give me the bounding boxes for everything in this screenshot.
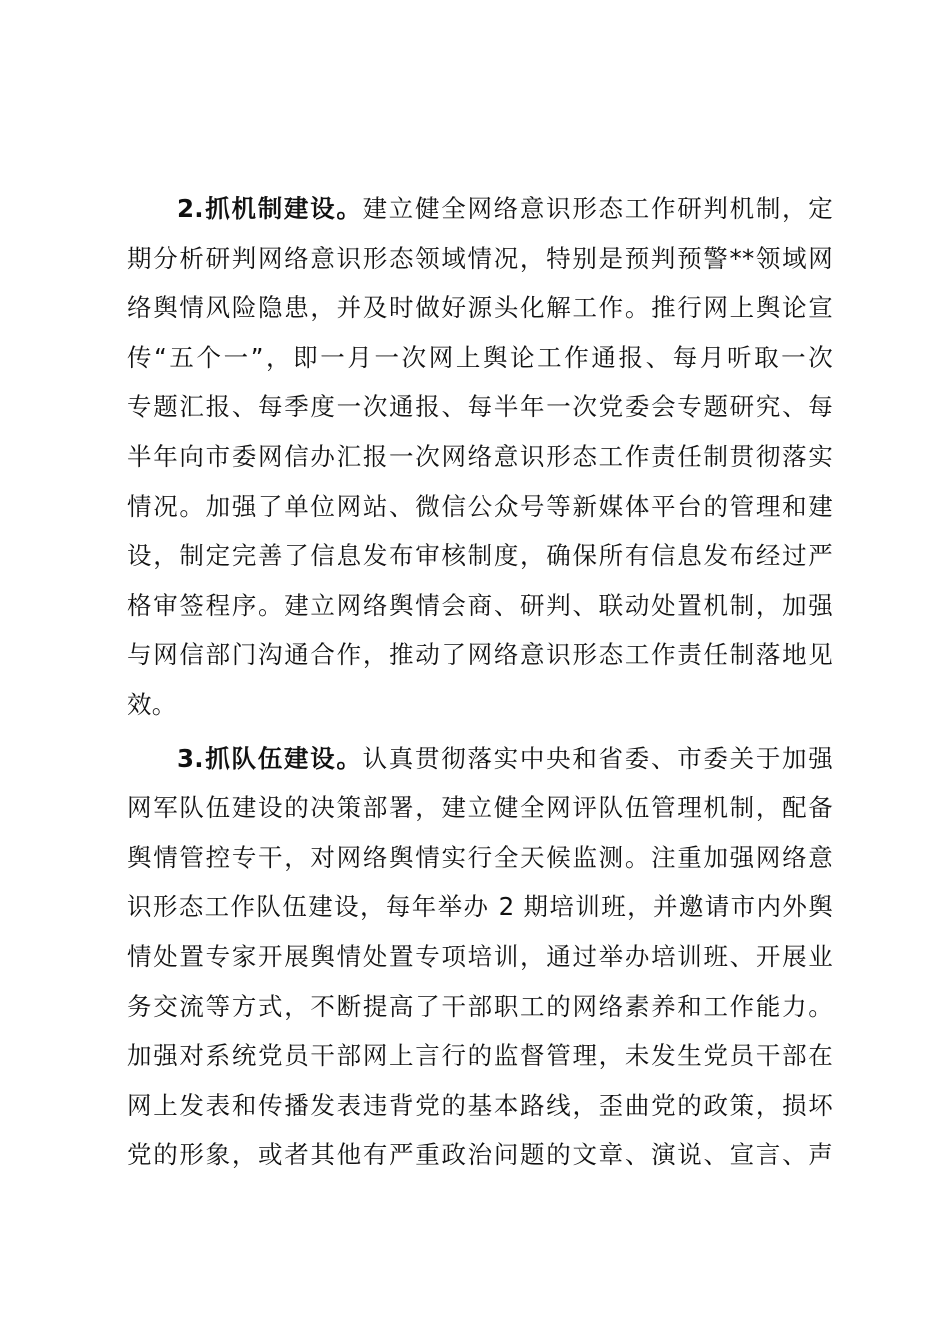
paragraph-line: 与网信部门沟通合作，推动了网络意识形态工作责任制落地见 bbox=[127, 640, 833, 670]
paragraph-line bbox=[127, 184, 833, 234]
paragraph-line: 半年向市委网信办汇报一次网络意识形态工作责任制贯彻落实 bbox=[127, 441, 833, 471]
paragraph-line: 专题汇报、每季度一次通报、每半年一次党委会专题研究、每 bbox=[127, 392, 833, 422]
section-heading: 2.抓机制建设。 bbox=[177, 194, 363, 223]
paragraph-line: 网军队伍建设的决策部署，建立健全网评队伍管理机制，配备 bbox=[127, 793, 833, 823]
paragraph-line: 情况。加强了单位网站、微信公众号等新媒体平台的管理和建 bbox=[127, 491, 833, 521]
paragraph-line: 期分析研判网络意识形态领域情况，特别是预判预警**领域网 bbox=[127, 243, 833, 273]
paragraph-text: 建立健全网络意识形态工作研判机制，定 bbox=[362, 194, 833, 223]
paragraph-line: 务交流等方式，不断提高了干部职工的网络素养和工作能力。 bbox=[127, 991, 833, 1021]
paragraph-line: 络舆情风险隐患，并及时做好源头化解工作。推行网上舆论宣 bbox=[127, 293, 833, 323]
section-heading: 3.抓队伍建设。 bbox=[177, 743, 363, 773]
paragraph-line: 设，制定完善了信息发布审核制度，确保所有信息发布经过严 bbox=[127, 541, 833, 571]
document-body bbox=[127, 184, 833, 1180]
paragraph-line: 效。 bbox=[127, 689, 177, 719]
paragraph-line: 格审签程序。建立网络舆情会商、研判、联动处置机制，加强 bbox=[127, 590, 833, 620]
paragraph-line bbox=[127, 734, 833, 784]
paragraph-line: 情处置专家开展舆情处置专项培训，通过举办培训班、开展业 bbox=[127, 941, 833, 971]
paragraph-line: 传“五个一”，即一月一次网上舆论工作通报、每月听取一次 bbox=[127, 342, 833, 372]
paragraph-line: 加强对系统党员干部网上言行的监督管理，未发生党员干部在 bbox=[127, 1041, 833, 1071]
paragraph-line: 舆情管控专干，对网络舆情实行全天候监测。注重加强网络意 bbox=[127, 842, 833, 872]
paragraph-text: 认真贯彻落实中央和省委、市委关于加强 bbox=[362, 743, 833, 773]
paragraph-line: 识形态工作队伍建设，每年举办 2 期培训班，并邀请市内外舆 bbox=[127, 892, 833, 922]
paragraph-line: 网上发表和传播发表违背党的基本路线，歪曲党的政策，损坏 bbox=[127, 1090, 833, 1120]
paragraph-line: 党的形象，或者其他有严重政治问题的文章、演说、宣言、声 bbox=[127, 1140, 833, 1170]
